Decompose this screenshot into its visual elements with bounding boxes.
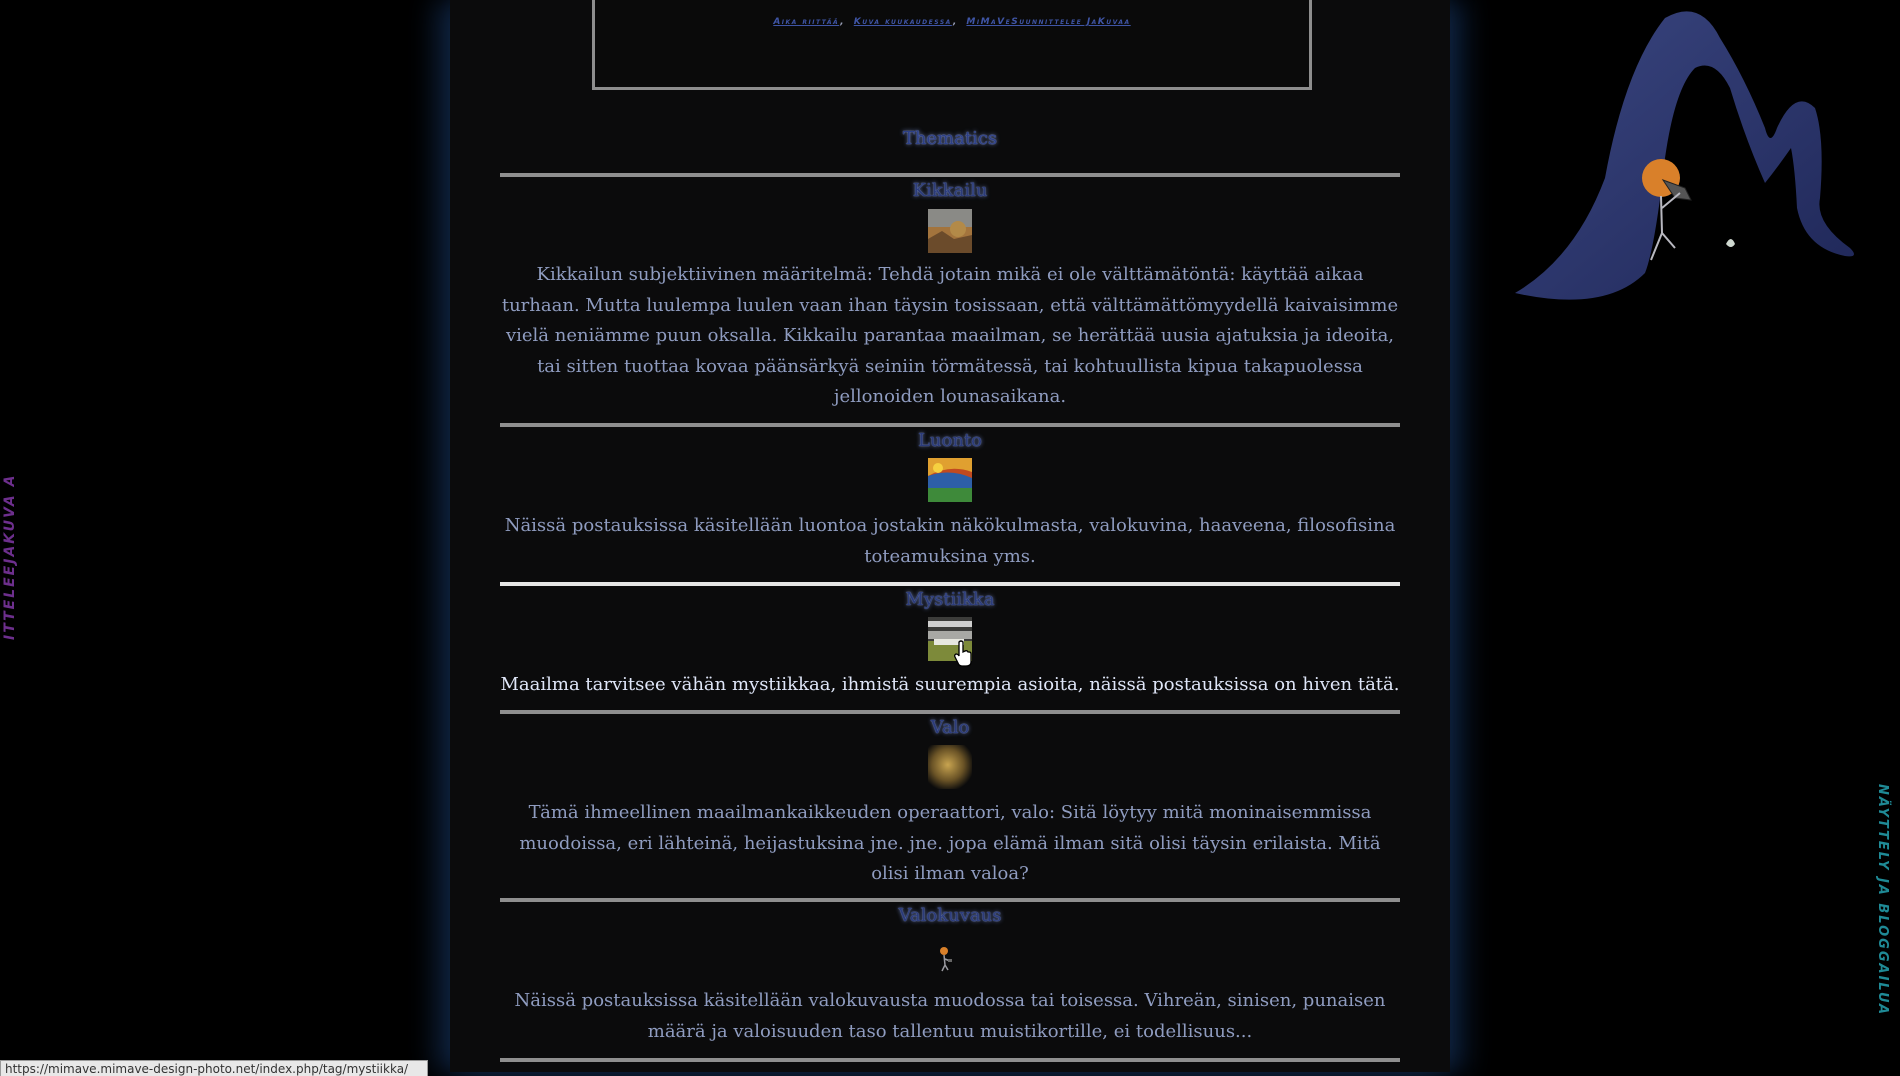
category-title-mystiikka[interactable]: Mystiikka: [905, 589, 995, 610]
category-title-kikkailu[interactable]: Kikkailu: [912, 180, 988, 201]
category-title-valo[interactable]: Valo: [930, 717, 970, 738]
category-description-valokuvaus: Näissä postauksissa käsitellään valokuvausta muodossa tai toisessa. Vihreän, sinisen, punaisen määrä ja valoisuuden taso tallentuu muistikortille, ei todellisuus...: [514, 990, 1386, 1042]
divider: [500, 1058, 1400, 1062]
tag-cloud-box: [592, 0, 1312, 90]
tag-link-aika-riittaa[interactable]: Aika riittää: [773, 17, 840, 27]
nature-thumbnail-icon[interactable]: [928, 458, 972, 502]
category-title-luonto[interactable]: Luonto: [917, 430, 983, 451]
divider: [500, 898, 1400, 902]
category-title-valokuvaus[interactable]: Valokuvaus: [898, 905, 1002, 926]
thematics-heading: Thematics: [902, 128, 998, 149]
hand-pointer-icon: [953, 640, 973, 668]
divider: [500, 582, 1400, 586]
right-side-label[interactable]: NÄYTTELY JA BLOGGAILUA: [1875, 784, 1890, 1017]
category-description-mystiikka: Maailma tarvitsee vähän mystiikkaa, ihmistä suurempia asioita, näissä postauksissa on hiven tätä.: [500, 674, 1400, 695]
browser-status-bar-url: https://mimave.mimave-design-photo.net/index.php/tag/mystiikka/: [0, 1060, 428, 1076]
tag-links: Aika riittää, Kuva kuukaudessa, MiMaVeSuunnittelee JaKuvaa: [773, 17, 1131, 27]
tag-link-kuva-kuukaudessa[interactable]: Kuva kuukaudessa: [853, 17, 952, 27]
divider: [500, 173, 1400, 177]
category-description-luonto: Näissä postauksissa käsitellään luontoa jostakin näkökulmasta, valokuvina, haaveena, filosofisina toteamuksina yms.: [504, 515, 1396, 567]
mimave-logo-icon[interactable]: [1515, 8, 1870, 333]
category-description-kikkailu: Kikkailun subjektiivinen määritelmä: Tehdä jotain mikä ei ole välttämätöntä: käyttää aikaa turhaan. Mutta luulempa luulen vaan ihan täysin tosissaan, että välttämättömyydellä kaivaisimme vielä neniämme puun oksalla. Kikkailu parantaa maailman, se herättää uusia ajatuksia ja ideoita, tai sitten tuottaa kovaa päänsärkyä seiniin törmätessä, tai kohtuullista kipua takapuolessa jellonoiden lounasaikana.: [501, 264, 1399, 407]
category-description-valo: Tämä ihmeellinen maailmankaikkeuden operaattori, valo: Sitä löytyy mitä moninaisemmissa muodoissa, eri lähteinä, heijastuksina jne. jne. jopa elämä ilman sitä olisi täysin erilaista. Mitä olisi ilman valoa?: [519, 802, 1381, 884]
photographer-thumbnail-icon[interactable]: [928, 937, 972, 981]
light-thumbnail-icon[interactable]: [928, 745, 972, 789]
divider: [500, 710, 1400, 714]
tag-link-mimave-suunnittelee[interactable]: MiMaVeSuunnittelee JaKuvaa: [966, 17, 1131, 27]
left-side-label[interactable]: ITTELEEJAKUVA A: [2, 473, 18, 640]
landscape-thumbnail-icon[interactable]: [928, 209, 972, 253]
divider: [500, 423, 1400, 427]
